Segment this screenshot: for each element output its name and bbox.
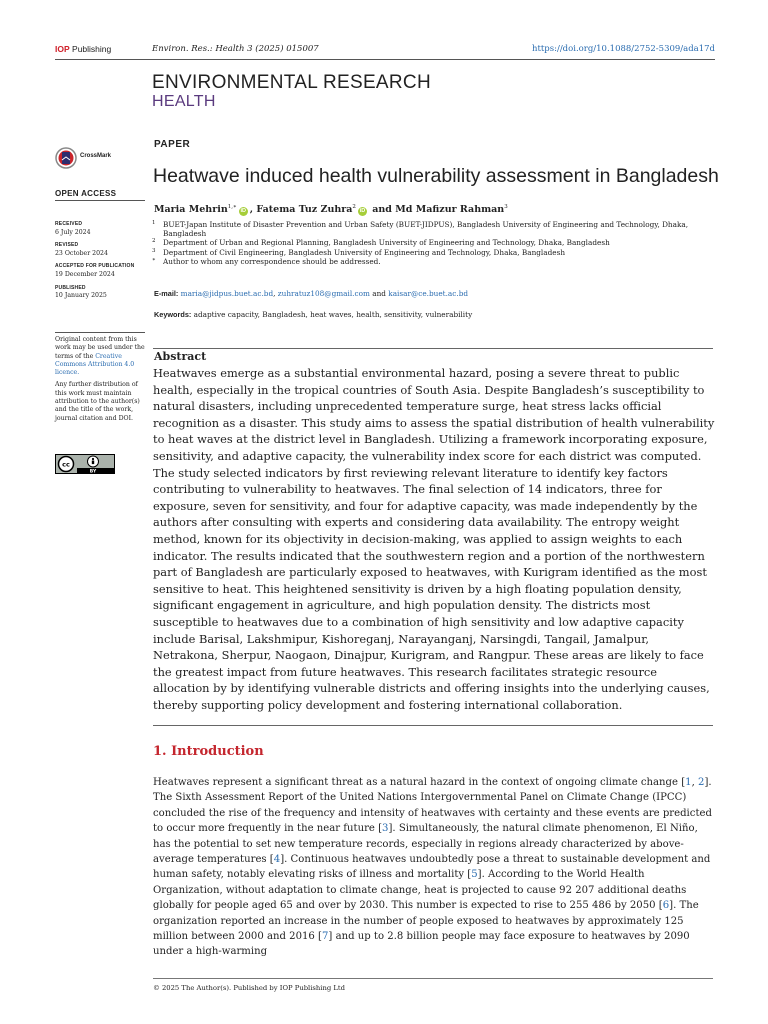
abstract-top-rule (153, 348, 713, 349)
sidebar-divider (55, 200, 145, 201)
citation-link[interactable]: 6 (662, 900, 670, 912)
keywords-text: adaptive capacity, Bangladesh, heat waves, health, sensitivity, vulnerability (193, 310, 473, 319)
affiliation-number: 2 (152, 238, 156, 245)
date-label: PUBLISHED (55, 284, 86, 291)
affiliation-item (152, 248, 717, 257)
date-value: 23 October 2024 (55, 249, 108, 257)
date-value: 10 January 2025 (55, 292, 107, 300)
date-value: 6 July 2024 (55, 228, 91, 236)
author-name[interactable]: Md Mafizur Rahman (395, 204, 505, 216)
open-access-label: OPEN ACCESS (55, 189, 117, 198)
section-heading-introduction: 1. Introduction (153, 744, 264, 759)
affiliation-number: 3 (152, 247, 156, 254)
abstract-text: Heatwaves emerge as a substantial environmental hazard, posing a severe threat to public health, especially in the tropical countries of South Asia. Despite Bangladesh’s susceptibility to natural disasters, including unprecedented temperature surge, heat stress lacks official recognition as a disaster. This study aims to assess the spatial distribution of health vulnerability to heat waves at the district level in Bangladesh. Utilizing a framework incorporating exposure, sensitivity, and adaptive capacity, the vulnerability index score for each district was computed. The study selected indicators by first reviewing relevant literature to identify key factors contributing to vulnerability to heatwaves. The final selection of 14 indicators, three for exposure, seven for sensitivity, and four for adaptive capacity, was made independently by the authors after consulting with experts and considering data availability. The entropy weight method, known for its objectivity in decision-making, was applied to assign weights to each indicator. The results indicated that the southwestern region and a portion of the northwestern part of Bangladesh are particularly exposed to heatwaves, with Kurigram identified as the most sensitive to heat. This heightened sensitivity is driven by a high floating population density, significant engagement in agriculture, and high population density. The districts most susceptible to heatwaves due to a combination of high sensitivity and low adaptive capacity include Barisal, Lakshmipur, Kishoreganj, Narayanganj, Narsingdi, Tangail, Jamalpur, Netrakona, Sherpur, Naogaon, Dinajpur, Kurigram, and Rangpur. These areas are likely to face the greatest impact from future heatwaves. This research facilitates strategic resource allocation by by identifying vulnerable districts and offering insights into the underlying causes, thereby supporting policy development and fostering international collaboration. (153, 366, 715, 712)
orcid-icon[interactable]: iD (240, 208, 246, 215)
citation-link[interactable]: 7 (321, 931, 329, 943)
footer-divider (153, 978, 713, 979)
copyright-footer: © 2025 The Author(s). Published by IOP Publishing Ltd (153, 984, 345, 992)
journal-title-line1: ENVIRONMENTAL RESEARCH (152, 72, 431, 93)
date-label: REVISED (55, 242, 79, 249)
cc-by-icon (55, 454, 115, 474)
introduction-paragraph: Heatwaves represent a significant threat as a natural hazard in the context of ongoing climate change [1, 2]. The Sixth Assessment Report of the United Nations Intergovernmental Panel on Climate Change (IPCC) concluded the rise of the frequency and intensity of heatwaves with certainty and these events are predicted to occur more frequently in the near future [3]. Simultaneously, the natural climate phenomenon, El Niño, has the potential to set new temperature records, especially in regions already characterized by above-average temperatures [4]. Continuous heatwaves undoubtedly pose a threat to sustainable development and human safety, notably elevating risks of illness and mortality [5]. According to the World Health Organization, without adaptation to climate change, heat is projected to cause 92 207 additional deaths globally for people aged 65 and over by 2030. This number is expected to rise to 255 486 by 2050 [6]. The organization reported an increase in the number of people exposed to heatwaves by approximately 125 million between 2000 and 2016 [7] and up to 2.8 billion people may face exposure to heatwaves by 2090 under a high-warming (153, 777, 712, 958)
citation-link[interactable]: 1 (685, 777, 692, 788)
date-label: RECEIVED (55, 221, 83, 227)
citation-link[interactable]: 3 (382, 823, 389, 835)
author-name[interactable]: Maria Mehrin (154, 204, 228, 216)
iop-publishing-logo[interactable] (55, 44, 111, 54)
cc-by-badge[interactable] (55, 454, 115, 474)
journal-citation: Environ. Res.: Health 3 (2025) 015007 (152, 44, 319, 54)
email-link[interactable]: maria@jidpus.buet.ac.bd (180, 289, 274, 298)
cc-by-label: BY (89, 469, 97, 474)
abstract-bottom-rule (153, 725, 713, 726)
author-affil-sup: 1,∗ (227, 204, 237, 210)
date-published (55, 285, 147, 300)
doi-link[interactable]: https://doi.org/10.1088/2752-5309/ada17d (531, 44, 715, 54)
email-label: E-mail: (154, 289, 179, 298)
citation-link[interactable]: 4 (273, 854, 281, 866)
license-paragraph-2: Any further distribution of this work must maintain attribution to the author(s) and the title of the work, journal citation and DOI. (55, 381, 140, 422)
date-accepted (55, 263, 147, 278)
author-affil-sup: 2 (352, 204, 356, 210)
crossmark-icon (55, 147, 77, 169)
license-notice (55, 336, 145, 427)
affiliation-item (152, 220, 717, 238)
email-link[interactable]: zuhratuz108@gmail.com (277, 289, 370, 298)
author-separator: , (249, 204, 254, 216)
affiliation-number: 1 (152, 220, 156, 226)
sidebar-divider (55, 332, 145, 333)
date-value: 19 December 2024 (55, 270, 115, 278)
affiliation-text: Department of Urban and Regional Planning, Bangladesh University of Engineering and Technology, Dhaka, Bangladesh (163, 238, 610, 248)
affiliation-text: BUET-Japan Institute of Disaster Prevention and Urban Safety (BUET-JIDPUS), Bangladesh University of Engineering and Technology, Dhaka, Bangladesh (163, 220, 689, 239)
citation-link[interactable]: 5 (471, 869, 478, 881)
crossmark-badge[interactable] (55, 147, 115, 171)
author-affil-sup: 3 (504, 204, 508, 210)
running-header (55, 44, 715, 58)
journal-title-line2: HEALTH (152, 93, 216, 110)
date-received (55, 221, 147, 236)
email-and: and (372, 289, 386, 298)
affiliation-text: Author to whom any correspondence should be addressed. (163, 256, 381, 266)
author-name[interactable]: Fatema Tuz Zuhra (256, 204, 353, 216)
affiliation-text: Department of Civil Engineering, Bangladesh University of Engineering and Technology, Dhaka, Bangladesh (163, 247, 566, 257)
svg-text:cc: cc (62, 460, 70, 469)
abstract-heading: Abstract (154, 350, 207, 363)
header-divider (55, 59, 715, 60)
keywords-label: Keywords: (154, 310, 192, 319)
publication-dates (55, 221, 147, 306)
affiliation-number: ∗ (152, 256, 156, 263)
email-link[interactable]: kaisar@ce.buet.ac.bd (388, 289, 469, 298)
article-type: PAPER (154, 139, 191, 150)
article-title: Heatwave induced health vulnerability assessment in Bangladesh (153, 165, 719, 187)
affiliations (152, 220, 717, 266)
license-paragraph (55, 336, 145, 377)
orcid-icon[interactable]: iD (359, 208, 366, 215)
affiliation-item (152, 238, 717, 247)
author-separator: and (372, 204, 392, 216)
author-list (154, 204, 508, 216)
date-label: ACCEPTED FOR PUBLICATION (55, 263, 135, 270)
citation-link[interactable]: 2 (698, 777, 705, 788)
email-line: E-mail: maria@jidpus.buet.ac.bd, zuhratuz108@gmail.com and kaisar@ce.buet.ac.bd (154, 289, 469, 298)
iop-mark: IOP (55, 44, 70, 54)
license-text: Original content from this work may be used under the terms of the (55, 336, 145, 360)
cc-license-link[interactable]: Creative Commons Attribution 4.0 licence. (55, 352, 135, 377)
crossmark-label: CrossMark (80, 153, 112, 159)
keywords-line (154, 310, 472, 319)
affiliation-item (152, 257, 717, 266)
publisher-name: Publishing (72, 44, 112, 54)
date-revised (55, 242, 147, 257)
